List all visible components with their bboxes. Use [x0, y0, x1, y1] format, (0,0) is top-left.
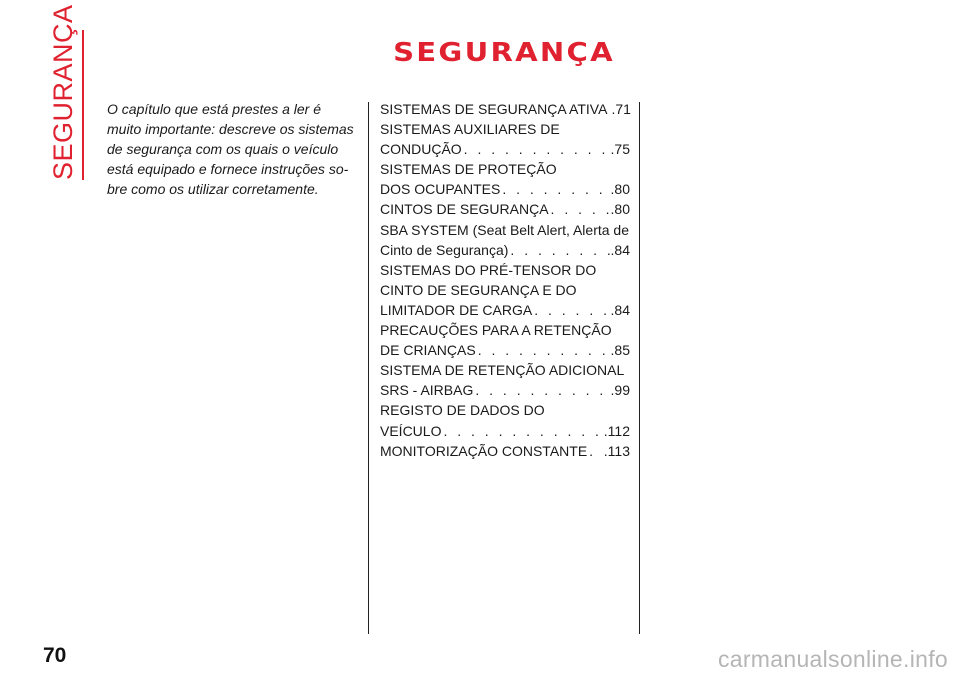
- toc-entry-text: SISTEMAS AUXILIARES DE: [380, 121, 560, 138]
- toc-entry[interactable]: [380, 139, 630, 159]
- dot-leader: [473, 380, 610, 400]
- toc-entry[interactable]: [380, 280, 630, 300]
- toc-entry-page: .85: [610, 342, 630, 359]
- toc-entry-page: .71: [611, 101, 631, 117]
- toc-entry-text: LIMITADOR DE CARGA: [380, 301, 533, 318]
- column-divider-right: [639, 102, 640, 634]
- toc-entry-page: .84: [610, 301, 630, 318]
- intro-line: O capítulo que está prestes a ler é: [107, 101, 322, 117]
- toc-entry-text: SISTEMA DE RETENÇÃO ADICIONAL: [380, 362, 625, 379]
- dot-leader: [508, 240, 610, 260]
- toc-entry[interactable]: [380, 380, 630, 400]
- toc-entry[interactable]: [380, 441, 630, 461]
- toc-entry-text: SISTEMAS DO PRÉ-TENSOR DO: [380, 261, 597, 278]
- toc-entry-text: REGISTO DE DADOS DO: [380, 402, 545, 419]
- toc-entry-text: SISTEMAS DE SEGURANÇA ATIVA: [380, 101, 608, 117]
- toc-entry[interactable]: [380, 119, 630, 139]
- toc-entry-text: MONITORIZAÇÃO CONSTANTE: [380, 442, 588, 459]
- column-divider-left: [368, 102, 369, 634]
- toc-entry-text: DOS OCUPANTES: [380, 181, 501, 198]
- intro-line: de segurança com os quais o veículo: [107, 141, 339, 157]
- toc-entry-text: Cinto de Segurança): [380, 241, 509, 258]
- intro-paragraph: [107, 99, 355, 199]
- toc-entry[interactable]: [380, 220, 630, 240]
- toc-entry[interactable]: [380, 240, 630, 260]
- toc-entry-text: SBA SYSTEM (Seat Belt Alert, Alerta de: [380, 221, 630, 238]
- toc-entry-page: .84: [610, 241, 630, 258]
- toc-entry[interactable]: [380, 421, 630, 441]
- toc-entry-text: CINTO DE SEGURANÇA E DO: [380, 281, 577, 298]
- toc-entry-text: SISTEMAS DE PROTEÇÃO: [380, 161, 557, 178]
- toc-entry[interactable]: [380, 199, 630, 219]
- toc-entry-text: PRECAUÇÕES PARA A RETENÇÃO: [380, 322, 612, 339]
- toc-entry-text: CINTOS DE SEGURANÇA: [380, 201, 549, 218]
- intro-line: bre como os utilizar corretamente.: [107, 181, 319, 197]
- toc-entry-page: .80: [610, 181, 630, 198]
- toc-entry[interactable]: [380, 159, 630, 179]
- dot-leader: [532, 300, 610, 320]
- toc-entry[interactable]: [380, 99, 630, 119]
- intro-line: está equipado e fornece instruções so-: [107, 161, 349, 177]
- dot-leader: [441, 421, 603, 441]
- toc-entry[interactable]: [380, 260, 630, 280]
- toc-entry[interactable]: [380, 320, 630, 340]
- toc-entry[interactable]: [380, 360, 630, 380]
- watermark: carmanualsonline.info: [717, 646, 948, 672]
- toc-entry[interactable]: [380, 179, 630, 199]
- dot-leader: [587, 441, 604, 461]
- toc-entry-page: .113: [603, 442, 630, 459]
- toc-entry[interactable]: [380, 300, 630, 320]
- page-number: 70: [43, 644, 67, 667]
- intro-line: muito importante: descreve os sistemas: [107, 121, 354, 137]
- dot-leader: [476, 340, 611, 360]
- side-tab: [40, 4, 84, 180]
- toc-entry-text: SRS - AIRBAG: [380, 382, 474, 399]
- toc-entry-page: .112: [603, 422, 630, 439]
- toc-entry[interactable]: [380, 400, 630, 420]
- toc-entry[interactable]: [380, 340, 630, 360]
- dot-leader: [462, 139, 611, 159]
- dot-leader: [500, 179, 610, 199]
- toc-entry-page: .99: [610, 382, 630, 399]
- chapter-title: SEGURANÇA: [393, 38, 615, 68]
- toc-entry-page: .80: [610, 201, 630, 218]
- dot-leader: [549, 199, 611, 219]
- table-of-contents: [380, 99, 630, 461]
- side-tab-label: SEGURANÇA: [48, 4, 78, 180]
- toc-entry-text: VEÍCULO: [380, 422, 442, 439]
- toc-entry-text: DE CRIANÇAS: [380, 342, 476, 359]
- toc-entry-page: .75: [610, 141, 630, 158]
- toc-entry-text: CONDUÇÃO: [380, 141, 462, 158]
